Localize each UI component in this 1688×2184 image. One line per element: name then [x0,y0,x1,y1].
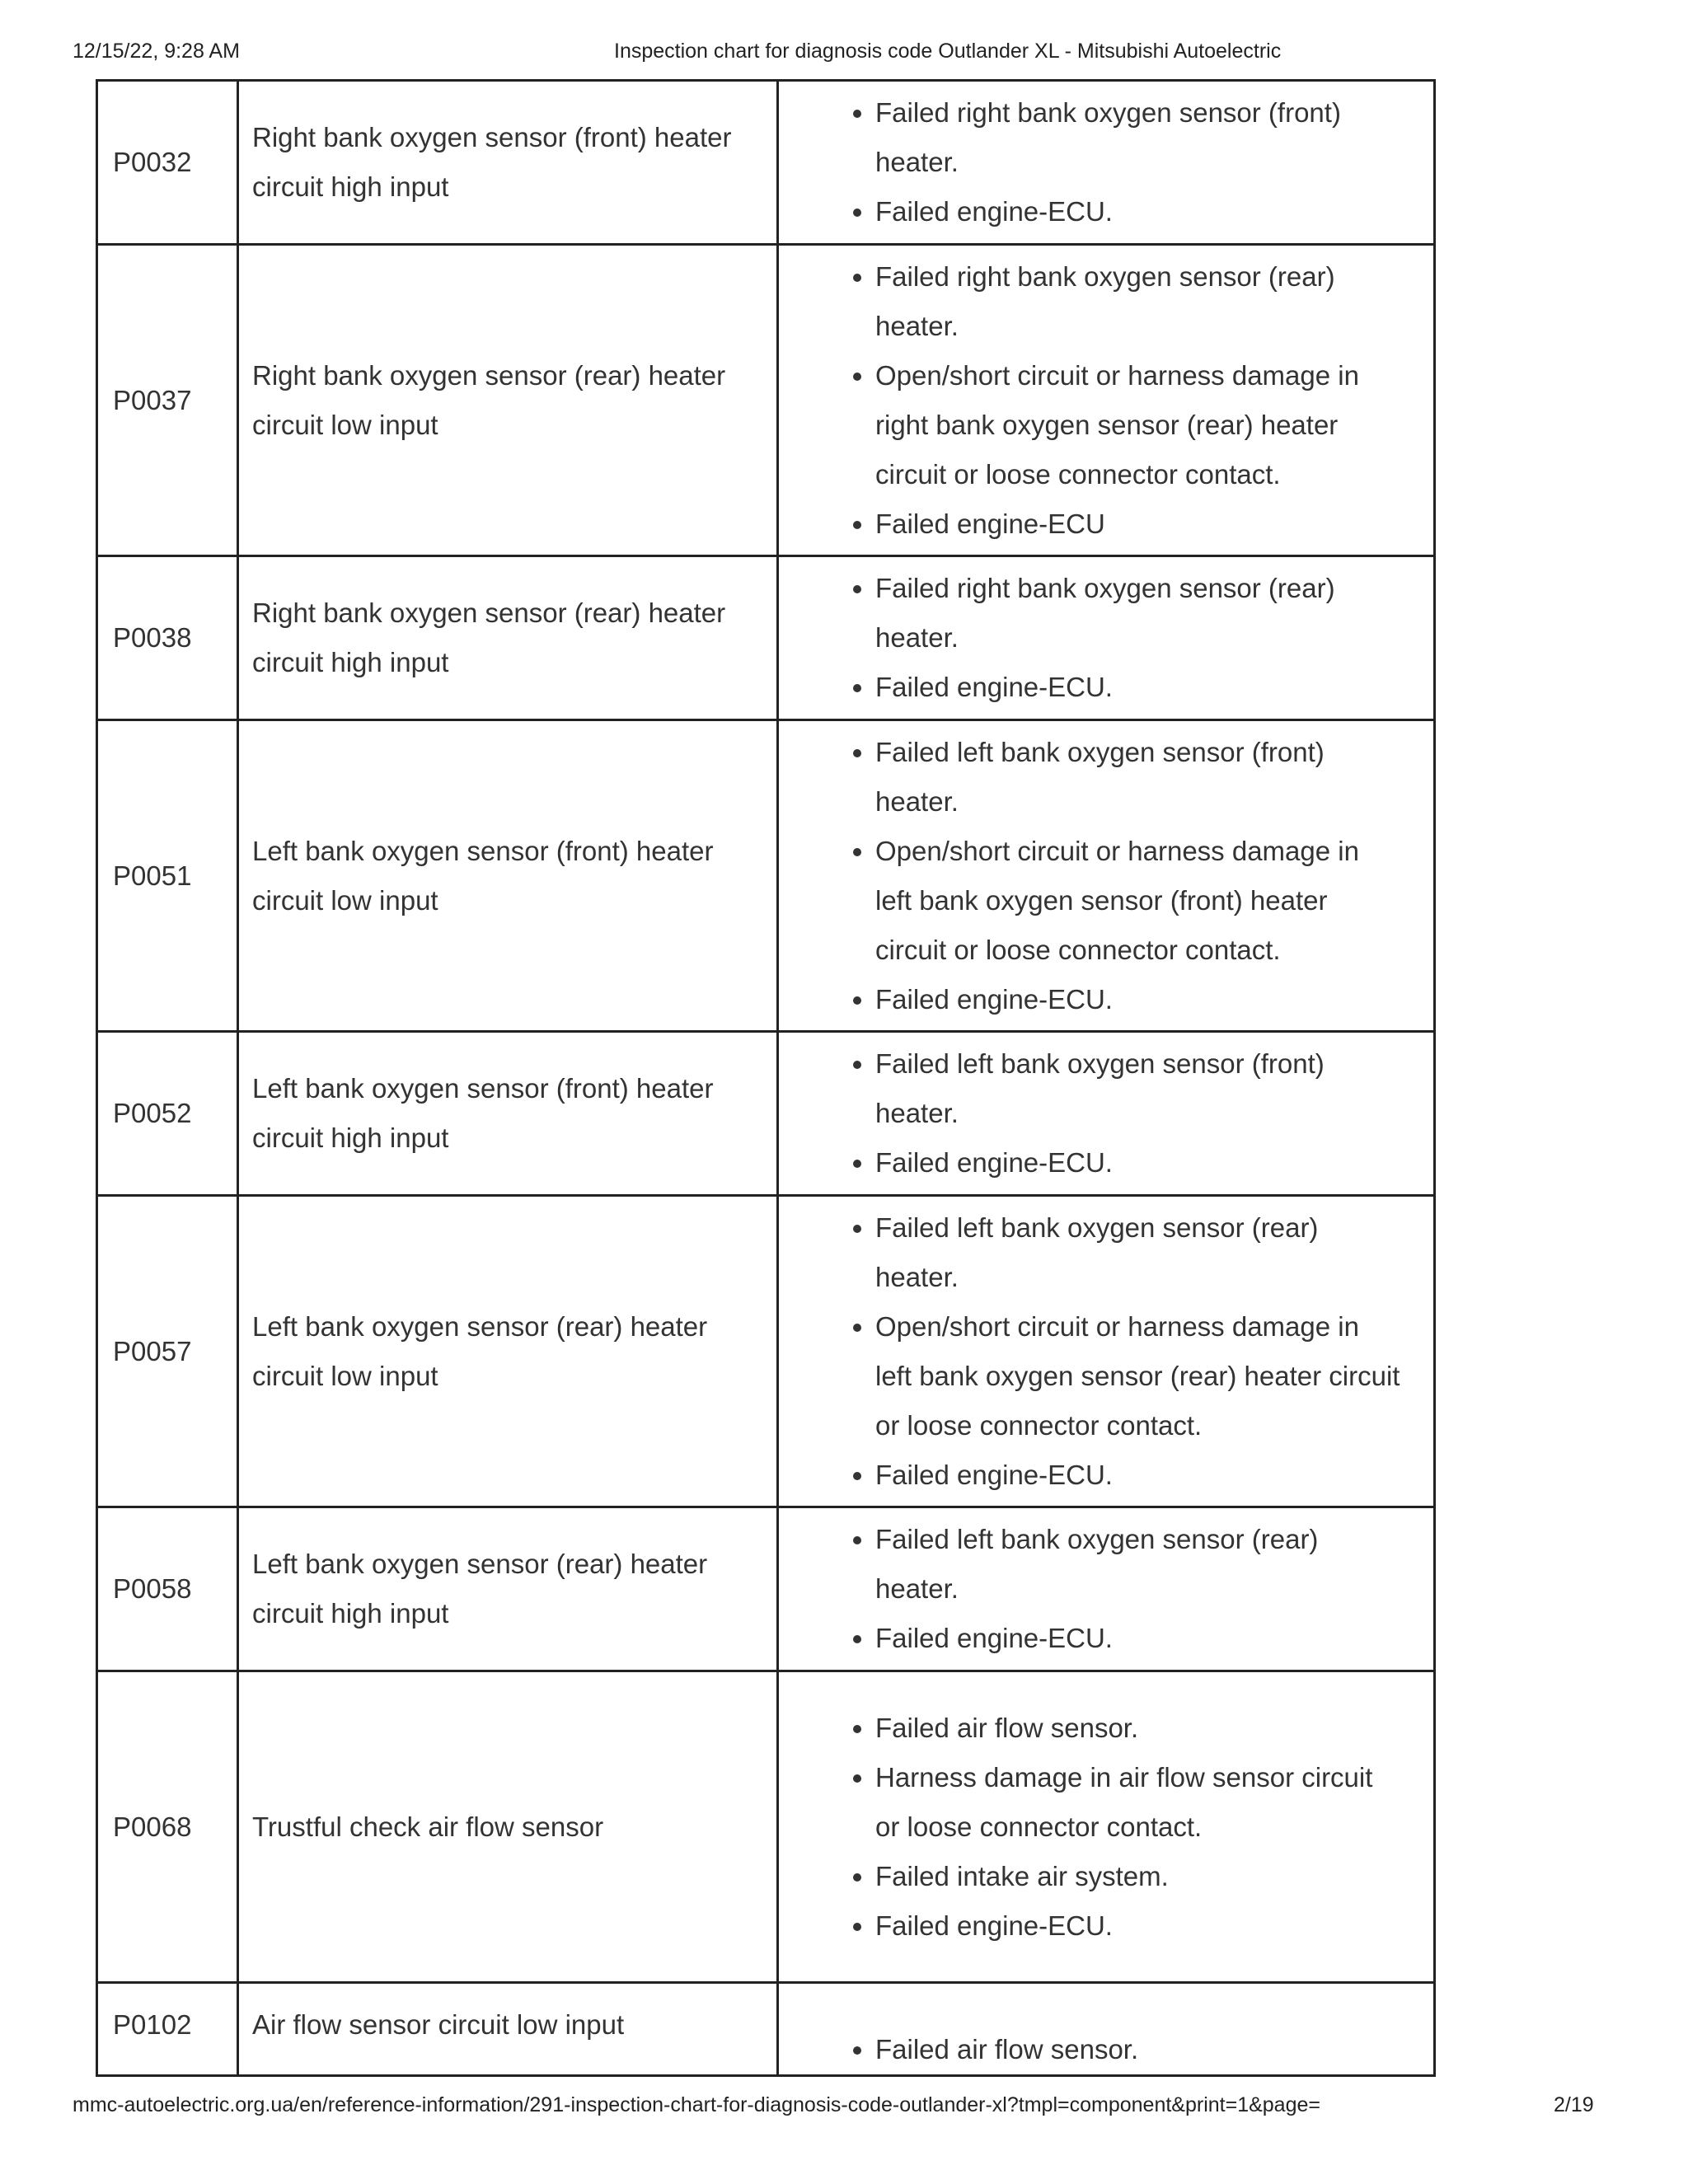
inspection-chart-table [96,79,1436,2077]
dtc-code: P0038 [97,556,238,720]
cause-item: • Failed engine-ECU. [875,663,1400,712]
table-row [97,1983,1435,2076]
cause-item: • Failed right bank oxygen sensor (rear) heater. [875,564,1400,663]
cause-item: • Failed engine-ECU. [875,975,1400,1024]
cause-item: • Failed left bank oxygen sensor (rear) heater. [875,1515,1400,1614]
dtc-code: P0032 [97,81,238,245]
probable-causes [778,556,1435,720]
dtc-code: P0068 [97,1671,238,1983]
table-row [97,1032,1435,1196]
cause-item: • Harness damage in air flow sensor circuit or loose connector contact. [875,1753,1400,1852]
cause-item: • Failed engine-ECU [875,499,1400,549]
cause-list [779,564,1433,712]
probable-causes [778,1032,1435,1196]
probable-causes [778,1507,1435,1671]
cause-item: • Failed right bank oxygen sensor (front) heater. [875,88,1400,187]
probable-causes [778,1983,1435,2076]
cause-item: • Failed air flow sensor. [875,1704,1400,1753]
table-row [97,81,1435,245]
page-number: 2/19 [1554,2093,1594,2116]
table-row [97,245,1435,556]
dtc-description: Left bank oxygen sensor (front) heater circuit low input [238,720,778,1032]
cause-item: • Failed left bank oxygen sensor (front) heater. [875,728,1400,827]
cause-list [779,1203,1433,1500]
cause-item: • Failed intake air system. [875,1852,1400,1901]
dtc-description: Right bank oxygen sensor (rear) heater circuit high input [238,556,778,720]
probable-causes [778,720,1435,1032]
dtc-description: Left bank oxygen sensor (rear) heater circuit high input [238,1507,778,1671]
cause-item: • Open/short circuit or harness damage in left bank oxygen sensor (rear) heater circuit or loose connector contact. [875,1302,1400,1451]
page-title: Inspection chart for diagnosis code Outlander XL - Mitsubishi Autoelectric [614,40,1282,63]
cause-item: • Failed air flow sensor. [875,2025,1400,2074]
table-row [97,1507,1435,1671]
cause-list [779,2025,1433,2074]
cause-list [779,252,1433,549]
cause-item: • Failed right bank oxygen sensor (rear) heater. [875,252,1400,351]
table-row [97,1671,1435,1983]
cause-list [779,88,1433,237]
dtc-description: Air flow sensor circuit low input [238,1983,778,2076]
dtc-description: Right bank oxygen sensor (rear) heater circuit low input [238,245,778,556]
cause-item: • Failed left bank oxygen sensor (rear) heater. [875,1203,1400,1302]
print-date: 12/15/22, 9:28 AM [73,40,240,63]
probable-causes [778,1196,1435,1507]
dtc-description: Left bank oxygen sensor (front) heater circuit high input [238,1032,778,1196]
probable-causes [778,245,1435,556]
cause-item: • Open/short circuit or harness damage in left bank oxygen sensor (front) heater circuit or loose connector contact. [875,827,1400,975]
print-header [0,40,1688,68]
cause-item: • Failed left bank oxygen sensor (front) heater. [875,1039,1400,1138]
cause-item: • Failed engine-ECU. [875,1138,1400,1188]
probable-causes [778,1671,1435,1983]
dtc-code: P0037 [97,245,238,556]
page-url: mmc-autoelectric.org.ua/en/reference-information/291-inspection-chart-for-diagnosis-code-outlander-xl?tmpl=component&print=1&page= [73,2093,1320,2116]
cause-item: • Failed engine-ECU. [875,1451,1400,1500]
cause-list [779,1704,1433,1951]
cause-list [779,728,1433,1024]
table-row [97,720,1435,1032]
dtc-description: Left bank oxygen sensor (rear) heater circuit low input [238,1196,778,1507]
dtc-description: Trustful check air flow sensor [238,1671,778,1983]
cause-list [779,1039,1433,1188]
dtc-code: P0058 [97,1507,238,1671]
cause-list [779,1515,1433,1663]
probable-causes [778,81,1435,245]
table-row [97,1196,1435,1507]
cause-item: • Failed engine-ECU. [875,1614,1400,1663]
dtc-code: P0057 [97,1196,238,1507]
table-row [97,556,1435,720]
cause-item: • Failed engine-ECU. [875,1901,1400,1951]
dtc-code: P0051 [97,720,238,1032]
cause-item: • Failed engine-ECU. [875,187,1400,237]
dtc-description: Right bank oxygen sensor (front) heater circuit high input [238,81,778,245]
cause-item: • Open/short circuit or harness damage in right bank oxygen sensor (rear) heater circuit or loose connector contact. [875,351,1400,499]
print-footer [0,2093,1688,2121]
inspection-table-container [96,79,1436,2090]
dtc-code: P0052 [97,1032,238,1196]
dtc-code: P0102 [97,1983,238,2076]
